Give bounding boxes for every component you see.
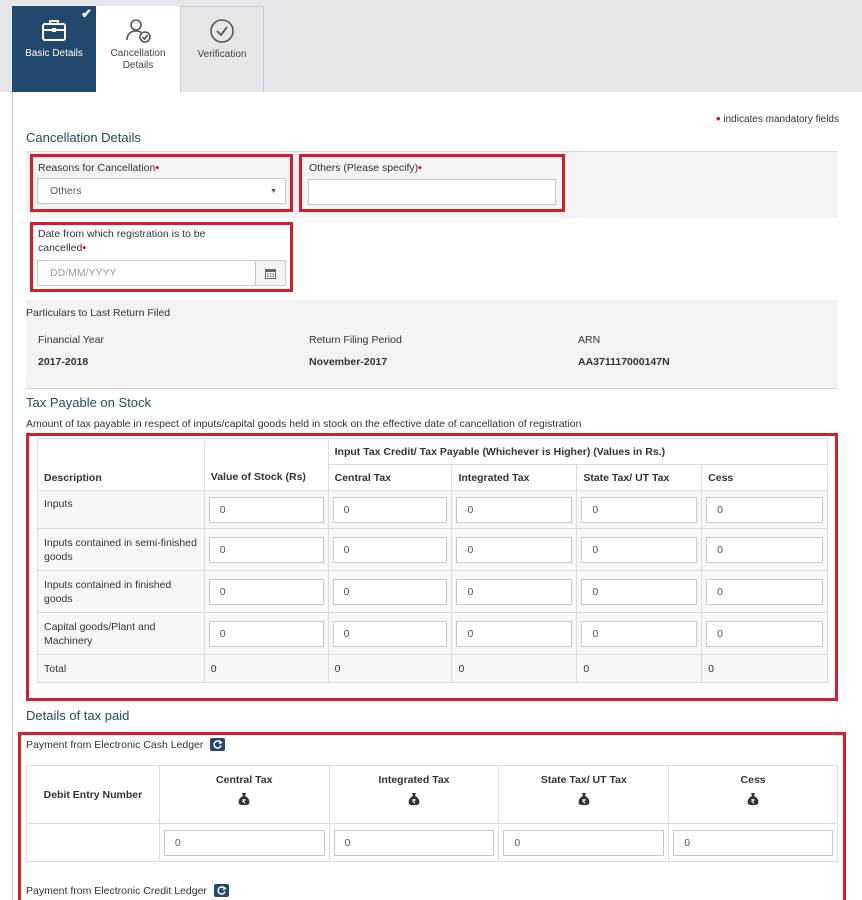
col-header-integrated: Integrated Tax xyxy=(452,465,577,491)
section-title-cancellation: Cancellation Details xyxy=(26,130,141,145)
table-cell xyxy=(452,571,577,613)
col-header-central xyxy=(159,766,329,824)
money-bag-icon xyxy=(578,792,590,806)
debit-entry-cell xyxy=(27,824,160,862)
col-header-state: State Tax/ UT Tax xyxy=(577,465,702,491)
central-tax-input[interactable]: 0 xyxy=(333,537,448,563)
table-cell xyxy=(702,613,828,655)
svg-text:₹: ₹ xyxy=(581,798,586,806)
central-tax-input[interactable]: 0 xyxy=(333,579,448,605)
integrated-tax-input[interactable]: 0 xyxy=(456,579,572,605)
fy-value: 2017-2018 xyxy=(38,356,89,368)
date-label-line1: Date from which registration is to be xyxy=(38,228,206,240)
arn-label: ARN xyxy=(578,334,601,346)
tab-label: Cancellation Details xyxy=(110,48,166,71)
value-of-stock-input[interactable]: 0 xyxy=(209,497,324,523)
tax-stock-table xyxy=(37,438,828,683)
table-cell xyxy=(204,571,328,613)
table-row xyxy=(27,824,838,862)
central-tax-input[interactable]: 0 xyxy=(333,497,448,523)
table-cell xyxy=(328,491,452,529)
table-cell xyxy=(577,613,702,655)
dropdown-caret-icon: ▼ xyxy=(270,188,277,195)
cash-integrated-tax-input[interactable]: 0 xyxy=(334,830,495,856)
state-tax-input[interactable]: 0 xyxy=(581,497,697,523)
others-label-text: Others (Please specify) xyxy=(309,162,419,174)
col-header-cess-text: Cess xyxy=(740,774,766,786)
cash-ledger-table xyxy=(26,765,838,862)
user-check-icon xyxy=(124,16,152,44)
table-cell xyxy=(702,529,828,571)
cess-input[interactable]: 0 xyxy=(706,621,823,647)
svg-text:₹: ₹ xyxy=(751,798,756,806)
tab-basic-details[interactable] xyxy=(12,6,96,92)
tax-stock-subtitle: Amount of tax payable in respect of inputs/capital goods held in stock on the effective date of cancellation of registration xyxy=(26,418,582,430)
credit-ledger-label xyxy=(26,884,229,897)
table-cell xyxy=(669,824,838,862)
col-header-value-of-stock: Value of Stock (Rs) xyxy=(204,439,328,491)
svg-text:₹: ₹ xyxy=(242,798,247,806)
value-of-stock-input[interactable]: 0 xyxy=(209,621,324,647)
table-cell xyxy=(452,613,577,655)
last-return-title: Particulars to Last Return Filed xyxy=(26,307,171,319)
row-description: Inputs xyxy=(38,491,205,529)
cash-state-tax-input[interactable]: 0 xyxy=(503,830,664,856)
cash-ledger-label-text: Payment from Electronic Cash Ledger xyxy=(26,739,204,751)
table-cell xyxy=(499,824,669,862)
date-label-line2: cancelled xyxy=(38,242,83,254)
briefcase-icon xyxy=(40,16,68,44)
mandatory-note: • indicates mandatory fields xyxy=(716,111,839,126)
wizard-tab-bar xyxy=(0,0,862,92)
col-header-integrated xyxy=(329,766,499,824)
date-input[interactable] xyxy=(37,260,286,286)
money-bag-icon xyxy=(238,792,250,806)
others-input[interactable] xyxy=(308,179,556,205)
container-border xyxy=(12,92,13,900)
mandatory-note-text: indicates mandatory fields xyxy=(723,114,839,125)
divider xyxy=(26,388,838,389)
calendar-icon xyxy=(265,268,276,279)
section-title-tax-paid: Details of tax paid xyxy=(26,708,130,723)
money-bag-icon xyxy=(747,792,759,806)
value-of-stock-input[interactable]: 0 xyxy=(209,537,324,563)
col-header-state-text: State Tax/ UT Tax xyxy=(540,774,627,786)
check-circle-icon xyxy=(208,17,236,45)
table-cell xyxy=(159,824,329,862)
total-integrated-tax: 0 xyxy=(452,655,577,683)
date-label: Date from which registration is to be cancelled• xyxy=(38,228,206,254)
col-header-debit-entry: Debit Entry Number xyxy=(27,766,160,824)
col-header-central-text: Central Tax xyxy=(216,774,273,786)
others-label: Others (Please specify)• xyxy=(309,162,422,174)
cess-input[interactable]: 0 xyxy=(706,537,823,563)
row-description: Capital goods/Plant and Machinery xyxy=(38,613,205,655)
total-cess: 0 xyxy=(702,655,828,683)
total-label: Total xyxy=(38,655,205,683)
cess-input[interactable]: 0 xyxy=(706,579,823,605)
cash-ledger-label xyxy=(26,738,225,751)
row-description: Inputs contained in finished goods xyxy=(38,571,205,613)
table-cell xyxy=(577,529,702,571)
value-of-stock-input[interactable]: 0 xyxy=(209,579,324,605)
table-row-total xyxy=(38,655,828,683)
table-cell xyxy=(452,491,577,529)
reason-select-value: Others xyxy=(50,185,82,197)
section-title-tax-stock: Tax Payable on Stock xyxy=(26,395,152,410)
date-placeholder: DD/MM/YYYY xyxy=(50,267,117,279)
calendar-button[interactable] xyxy=(255,261,285,285)
col-header-central: Central Tax xyxy=(328,465,452,491)
table-row xyxy=(38,571,828,613)
total-central-tax: 0 xyxy=(328,655,452,683)
money-bag-icon xyxy=(408,792,420,806)
period-value: November-2017 xyxy=(309,356,388,368)
table-cell xyxy=(452,529,577,571)
col-header-cess xyxy=(669,766,838,824)
refresh-button[interactable] xyxy=(210,738,225,751)
credit-ledger-label-text: Payment from Electronic Credit Ledger xyxy=(26,885,207,897)
state-tax-input[interactable]: 0 xyxy=(581,621,697,647)
table-cell xyxy=(329,824,499,862)
col-header-state xyxy=(499,766,669,824)
table-cell xyxy=(702,491,828,529)
fy-label: Financial Year xyxy=(38,334,104,346)
refresh-button[interactable] xyxy=(214,884,229,897)
cash-central-tax-input[interactable]: 0 xyxy=(164,830,325,856)
integrated-tax-input[interactable]: 0 xyxy=(456,537,572,563)
table-cell xyxy=(577,491,702,529)
cess-input[interactable]: 0 xyxy=(706,497,823,523)
tab-label: Verification xyxy=(197,49,247,60)
table-cell xyxy=(328,529,452,571)
central-tax-input[interactable]: 0 xyxy=(333,621,448,647)
state-tax-input[interactable]: 0 xyxy=(581,579,697,605)
table-row xyxy=(38,491,828,529)
tab-cancellation-details[interactable] xyxy=(96,6,180,92)
reason-label-text: Reasons for Cancellation xyxy=(38,162,156,174)
reason-select[interactable] xyxy=(37,178,286,204)
total-value-of-stock: 0 xyxy=(204,655,328,683)
completed-check-icon: ✔ xyxy=(81,6,92,21)
integrated-tax-input[interactable]: 0 xyxy=(456,621,572,647)
table-cell xyxy=(204,529,328,571)
integrated-tax-input[interactable]: 0 xyxy=(456,497,572,523)
table-cell xyxy=(328,613,452,655)
tab-verification[interactable] xyxy=(180,6,264,92)
svg-text:₹: ₹ xyxy=(411,798,417,806)
col-header-group: Input Tax Credit/ Tax Payable (Whichever is Higher) (Values in Rs.) xyxy=(328,439,827,465)
table-cell xyxy=(702,571,828,613)
row-description: Inputs contained in semi-finished goods xyxy=(38,529,205,571)
table-row xyxy=(38,613,828,655)
table-cell xyxy=(204,613,328,655)
table-cell xyxy=(577,571,702,613)
total-state-tax: 0 xyxy=(577,655,702,683)
table-cell xyxy=(328,571,452,613)
refresh-icon xyxy=(214,884,229,897)
period-label: Return Filing Period xyxy=(309,334,402,346)
reason-label: Reasons for Cancellation• xyxy=(38,162,160,174)
cash-cess-input[interactable]: 0 xyxy=(673,830,833,856)
col-header-cess: Cess xyxy=(702,465,828,491)
tab-label: Basic Details xyxy=(25,48,83,59)
table-row xyxy=(38,529,828,571)
table-cell xyxy=(204,491,328,529)
arn-value: AA371117000147N xyxy=(578,356,670,368)
col-header-description: Description xyxy=(38,439,205,491)
state-tax-input[interactable]: 0 xyxy=(581,537,697,563)
col-header-integrated-text: Integrated Tax xyxy=(378,774,450,786)
refresh-icon xyxy=(210,738,225,751)
